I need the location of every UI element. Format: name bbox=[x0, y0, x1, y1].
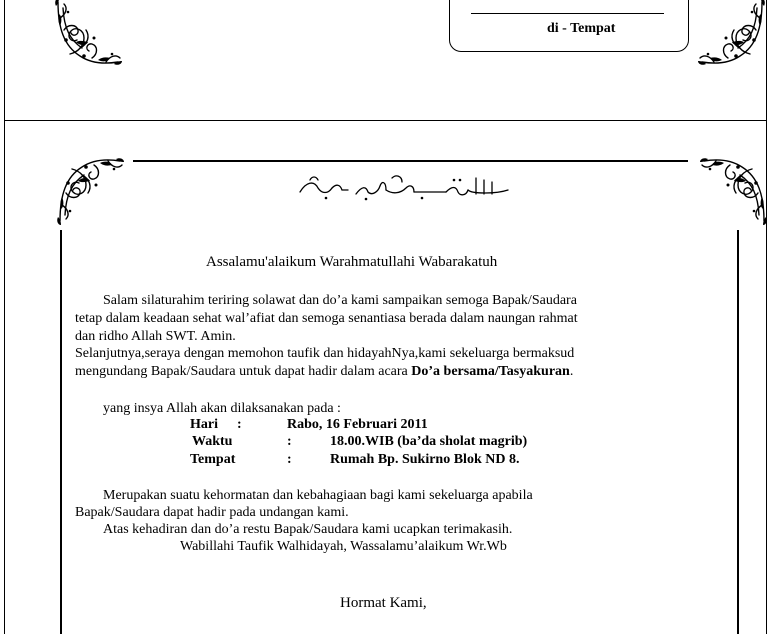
address-box bbox=[449, 0, 689, 52]
detail-place-label: Tempat bbox=[190, 452, 236, 467]
page-left-border bbox=[4, 0, 5, 634]
detail-day-colon: : bbox=[237, 417, 242, 432]
paragraph2-line2-prefix: mengundang Bapak/Saudara untuk dapat hadir dalam acara bbox=[75, 364, 408, 379]
page-break-line bbox=[4, 120, 767, 121]
detail-time-value: 18.00.WIB (ba’da sholat magrib) bbox=[330, 434, 528, 449]
details-intro: yang insya Allah akan dilaksanakan pada : bbox=[103, 401, 341, 416]
detail-time-label: Waktu bbox=[192, 434, 233, 449]
page-right-border bbox=[766, 0, 767, 634]
floral-corner-icon bbox=[54, 0, 128, 68]
paragraph1-line3: dan ridho Allah SWT. Amin. bbox=[75, 329, 236, 344]
detail-place-colon: : bbox=[287, 452, 292, 467]
paragraph2-line1: Selanjutnya,seraya dengan memohon taufik dan hidayahNya,kami sekeluarga bermaksud bbox=[75, 346, 575, 361]
frame-left-line bbox=[60, 230, 62, 634]
detail-day-label: Hari bbox=[190, 417, 218, 432]
floral-corner-icon bbox=[692, 0, 766, 68]
event-name: Do’a bersama/Tasyakuran bbox=[411, 364, 570, 379]
detail-place-value: Rumah Bp. Sukirno Blok ND 8. bbox=[330, 452, 520, 467]
paragraph1-line2: tetap dalam keadaan sehat wal’afiat dan semoga senantiasa berada dalam naungan rahmat bbox=[75, 311, 578, 326]
signoff: Hormat Kami, bbox=[340, 595, 427, 611]
paragraph1-line1: Salam silaturahim teriring solawat dan do’a kami sampaikan semoga Bapak/Saudara bbox=[103, 293, 577, 308]
address-label: di - Tempat bbox=[547, 21, 616, 36]
frame-top-line bbox=[133, 160, 688, 162]
detail-time-colon: : bbox=[287, 434, 292, 449]
address-blank-line bbox=[471, 13, 664, 14]
closing-line4: Wabillahi Taufik Walhidayah, Wassalamu’alaikum Wr.Wb bbox=[180, 539, 507, 554]
closing-line3: Atas kehadiran dan do’a restu Bapak/Saudara kami ucapkan terimakasih. bbox=[103, 522, 513, 537]
closing-line2: Bapak/Saudara dapat hadir pada undangan kami. bbox=[75, 505, 349, 520]
floral-corner-icon bbox=[56, 155, 130, 229]
frame-right-line bbox=[737, 230, 739, 634]
detail-day-value: Rabo, 16 Februari 2011 bbox=[287, 417, 428, 432]
paragraph2-line2-suffix: . bbox=[569, 364, 574, 379]
greeting: Assalamu'alaikum Warahmatullahi Wabarakatuh bbox=[206, 254, 498, 270]
bismillah-calligraphy-icon bbox=[296, 172, 512, 202]
paragraph2-line2 bbox=[75, 363, 573, 380]
closing-line1: Merupakan suatu kehormatan dan kebahagiaan bagi kami sekeluarga apabila bbox=[103, 488, 533, 503]
floral-corner-icon bbox=[694, 155, 768, 229]
